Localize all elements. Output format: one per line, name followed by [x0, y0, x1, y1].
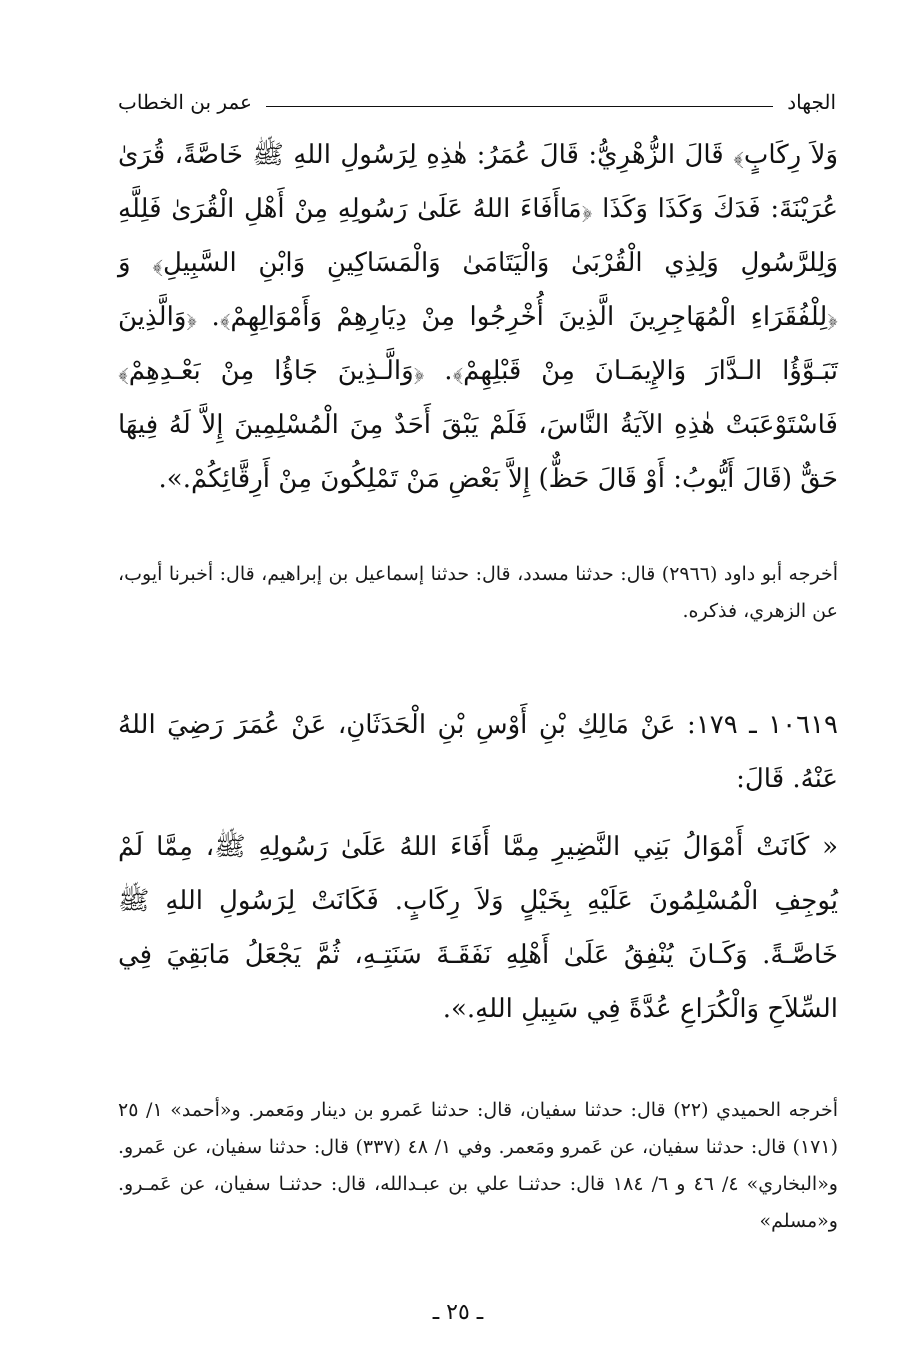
- hadith-heading: ١٠٦١٩ ـ ١٧٩: عَنْ مَالِكِ بْنِ أَوْسِ بْنِ الْحَدَثَانِ، عَنْ عُمَرَ رَضِيَ اللهُ عَنْهُ. قَالَ:: [118, 710, 838, 794]
- footnote-takhrij-2: أخرجه الحميدي (٢٢) قال: حدثنا سفيان، قال: حدثنا عَمرو بن دينار ومَعمر. و«أحمد» ١/ ٢٥ (١٧١) قال: حدثنا سفيان، عن عَمرو ومَعمر. وفي ١/ ٤٨ (٣٣٧) قال: حدثنا سفيان، عن عَمرو. و«البخاري» ٤/ ٤٦ و ٦/ ١٨٤ قال: حدثنـا علي بن عبـدالله، قال: حدثنـا سفيان، عن عَمـرو. و«مسلم»: [118, 1099, 839, 1232]
- header-section-title: الجهاد: [787, 90, 836, 114]
- header-author-title: عمر بن الخطاب: [118, 90, 252, 114]
- header-rule: [266, 106, 773, 107]
- running-header: [118, 84, 836, 120]
- hadith-text: « كَانَتْ أَمْوَالُ بَنِي النَّضِيرِ مِمَّا أَفَاءَ اللهُ عَلَىٰ رَسُولِهِ ﷺ، مِمَّا لَمْ يُوجِفِ الْمُسْلِمُونَ عَلَيْهِ بِخَيْلٍ وَلاَ رِكَابٍ. فَكَانَتْ لِرَسُولِ اللهِ ﷺ خَاصَّـةً. وَكَـانَ يُنْفِقُ عَلَىٰ أَهْلِهِ نَفَقَـةَ سَنَتِـهِ، ثُمَّ يَجْعَلُ مَابَقِيَ فِي السِّلاَحِ وَالْكُرَاعِ عُدَّةً فِي سَبِيلِ اللهِ.».: [118, 832, 838, 1024]
- footnote-takhrij-1: أخرجه أبو داود (٢٩٦٦) قال: حدثنا مسدد، قال: حدثنا إسماعيل بن إبراهيم، قال: أخبرنا أيوب، عن الزهري، فذكره.: [118, 563, 838, 622]
- hadith-text-continued: وَلاَ رِكَابٍ﴾ قَالَ الزُّهْرِيُّ: قَالَ عُمَرُ: هٰذِهِ لِرَسُولِ اللهِ ﷺ خَاصَّةً، قُرَىٰ عُرَيْنَةَ: فَدَكَ وَكَذَا وَكَذَا ﴿مَاأَفَاءَ اللهُ عَلَىٰ رَسُولِهِ مِنْ أَهْلِ الْقُرَىٰ فَلِلَّهِ وَلِلرَّسُولِ وَلِذِي الْقُرْبَىٰ وَالْيَتَامَىٰ وَالْمَسَاكِينِ وَابْنِ السَّبِيلِ﴾ وَ ﴿لِلْفُقَرَاءِ الْمُهَاجِرِينَ الَّذِينَ أُخْرِجُوا مِنْ دِيَارِهِمْ وَأَمْوَالِهِمْ﴾. ﴿وَالَّذِينَ تَبَـوَّؤُا الـدَّارَ وَالإِيمَـانَ مِنْ قَبْلِهِمْ﴾. ﴿وَالَّـذِينَ جَاؤُا مِنْ بَعْـدِهِمْ﴾ فَاسْتَوْعَبَتْ هٰذِهِ الآيَةُ النَّاسَ، فَلَمْ يَبْقَ أَحَدٌ مِنَ الْمُسْلِمِينَ إِلاَّ لَهُ فِيهَا حَقٌّ (قَالَ أَيُّوبُ: أَوْ قَالَ حَظٌّ) إِلاَّ بَعْضِ مَنْ تَمْلِكُونَ مِنْ أَرِقَّائِكُمْ.».: [118, 140, 838, 494]
- page-number: ـ ٢٥ ـ: [432, 1300, 484, 1325]
